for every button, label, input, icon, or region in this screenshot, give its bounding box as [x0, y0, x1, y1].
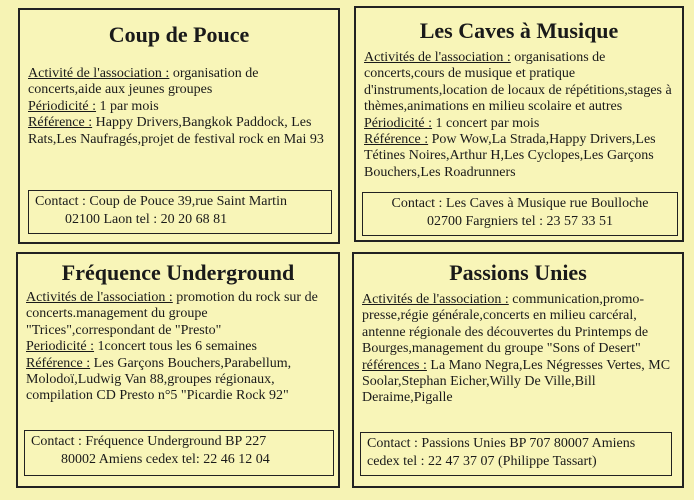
card-coup-de-pouce	[18, 8, 340, 244]
contact-line-2: cedex tel : 22 47 37 07 (Philippe Tassart)	[367, 454, 597, 469]
reference-label: Référence :	[364, 132, 429, 148]
activity-text: organisation de concerts,aide aux jeunes groupes	[28, 66, 259, 98]
period-label: Périodicité :	[364, 115, 433, 131]
contact-box	[360, 432, 672, 476]
contact-line-1: Contact : Passions Unies BP 707 80007 Amiens	[367, 436, 636, 451]
contact-box	[24, 430, 334, 476]
contact-line-2: 80002 Amiens cedex tel: 22 46 12 04	[61, 452, 270, 467]
card-body	[362, 292, 676, 407]
activity-text: promotion du rock sur de concerts.management du groupe "Trices",correspondant de "Presto"	[26, 290, 318, 338]
reference-label: Référence :	[26, 355, 91, 371]
activity-label: Activités de l'association :	[26, 290, 173, 305]
card-frequence-underground	[16, 252, 340, 488]
period-text: 1concert tous les 6 semaines	[94, 339, 257, 355]
reference-text: Les Garçons Bouchers,Parabellum, Molodoï,Ludwig Van 88,groupes régionaux, compilation CD Presto n°5 "Picardie Rock 92"	[26, 355, 292, 404]
reference-text: Pow Wow,La Strada,Happy Drivers,Les Tétines Noires,Arthur H,Les Cyclopes,Les Garçons Bouchers,Les Roadrunners	[364, 132, 656, 180]
activity-label: Activités de l'association :	[362, 292, 509, 307]
card-title: Coup de Pouce	[108, 22, 250, 47]
card-passions-unies	[352, 252, 684, 488]
card-title: Fréquence Underground	[61, 260, 295, 285]
contact-line-1: Contact : Fréquence Underground BP 227	[31, 434, 267, 449]
reference-label: Référence :	[28, 115, 93, 131]
period-text: 1 par mois	[96, 98, 159, 114]
period-label: Périodicité :	[28, 98, 97, 114]
contact-box	[28, 190, 332, 234]
activity-text: organisations de concerts,cours de musique et pratique d'instruments,location de locaux de répétitions,stages à thèmes,animations en milieu scolaire et autres	[364, 50, 672, 115]
period-text: 1 concert par mois	[432, 115, 540, 131]
reference-text: La Mano Negra,Les Négresses Vertes, MC Soolar,Stephan Eicher,Willy De Ville,Bill Deraime,Pigalle	[362, 357, 671, 406]
contact-box	[362, 192, 678, 236]
contact-line-2: 02700 Fargniers tel : 23 57 33 51	[426, 214, 613, 229]
card-les-caves-a-musique	[354, 6, 684, 242]
card-title: Passions Unies	[449, 260, 587, 285]
card-body	[364, 50, 676, 181]
activity-label: Activités de l'association :	[364, 50, 511, 65]
card-body	[26, 290, 332, 405]
card-body	[28, 66, 332, 148]
contact-line-1: Contact : Coup de Pouce 39,rue Saint Martin	[35, 194, 287, 209]
activity-text: communication,promo-presse,régie générale,concerts en milieu carcéral, antenne régionale des découvertes du Printemps de Bourges,management du groupe "Sons of Desert"	[362, 292, 649, 357]
contact-line-1: Contact : Les Caves à Musique rue Boulloche	[391, 196, 649, 211]
reference-text: Happy Drivers,Bangkok Paddock, Les Rats,Les Naufragés,projet de festival rock en Mai 93	[28, 115, 324, 147]
card-title: Les Caves à Musique	[419, 18, 619, 43]
period-label: Periodicité :	[26, 339, 95, 355]
activity-label: Activité de l'association :	[28, 66, 170, 81]
reference-label: références :	[362, 357, 427, 373]
contact-line-2: 02100 Laon tel : 20 20 68 81	[65, 212, 228, 227]
